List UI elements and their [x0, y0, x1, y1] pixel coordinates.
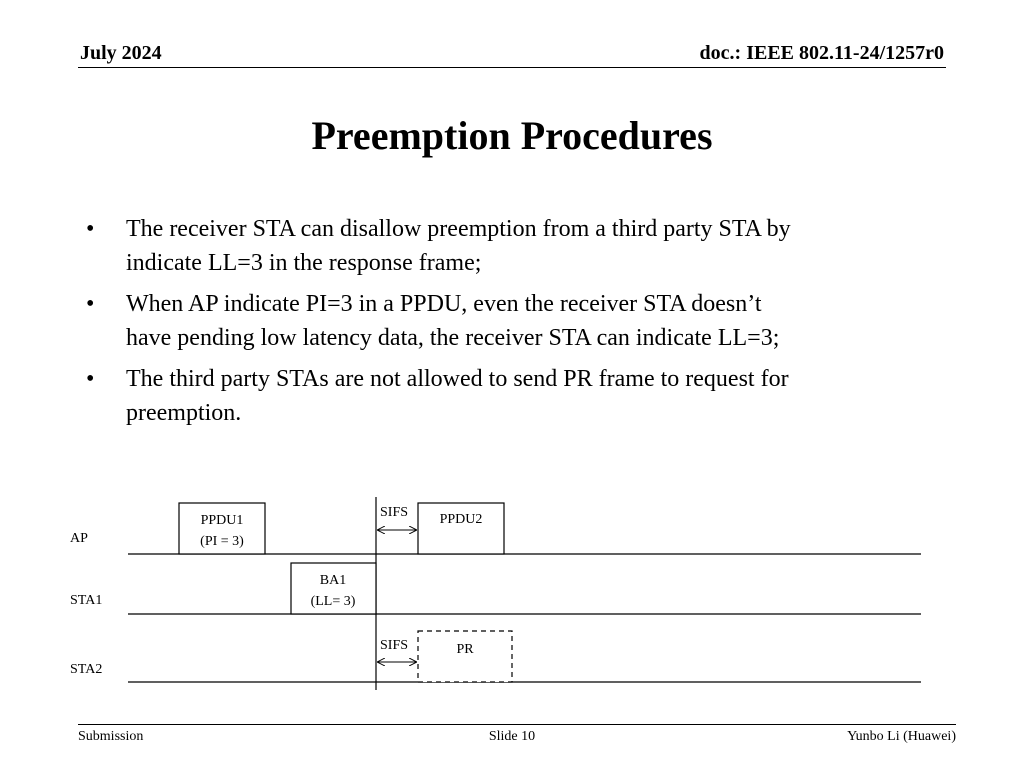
ppdu2-frame: [418, 503, 504, 554]
bullet-line: When AP indicate PI=3 in a PPDU, even the receiver STA doesn’t: [126, 291, 762, 317]
footer-slide-number: Slide 10: [488, 729, 536, 744]
ppdu1-label: PPDU1: [200, 513, 244, 528]
slide-title: Preemption Procedures: [311, 113, 713, 158]
ba1-sublabel: (LL= 3): [310, 594, 356, 609]
bullet-dot: •: [86, 291, 95, 317]
bullet-dot: •: [86, 216, 95, 242]
ppdu1-sublabel: (PI = 3): [200, 534, 244, 549]
ppdu2-label: PPDU2: [439, 512, 483, 527]
bullet-line: The third party STAs are not allowed to send PR frame to request for: [126, 366, 789, 392]
bullet-line: preemption.: [126, 400, 242, 426]
header-doc-id: doc.: IEEE 802.11-24/1257r0: [699, 42, 944, 64]
header-date: July 2024: [80, 42, 162, 64]
sifs-label-top: SIFS: [380, 505, 409, 520]
bullet-dot: •: [86, 366, 95, 392]
sifs-label-bottom: SIFS: [380, 638, 409, 653]
row-label-ap: AP: [70, 531, 88, 546]
bullet-line: indicate LL=3 in the response frame;: [126, 250, 482, 276]
pr-label: PR: [456, 642, 474, 657]
bullet-line: The receiver STA can disallow preemption from a third party STA by: [126, 216, 791, 242]
footer-author: Yunbo Li (Huawei): [847, 729, 956, 744]
footer-submission: Submission: [78, 729, 144, 744]
row-label-sta2: STA2: [70, 662, 103, 677]
row-label-sta1: STA1: [70, 593, 103, 608]
footer-rule: [78, 724, 956, 725]
bullet-line: have pending low latency data, the receiver STA can indicate LL=3;: [126, 325, 780, 351]
ba1-label: BA1: [319, 573, 347, 588]
